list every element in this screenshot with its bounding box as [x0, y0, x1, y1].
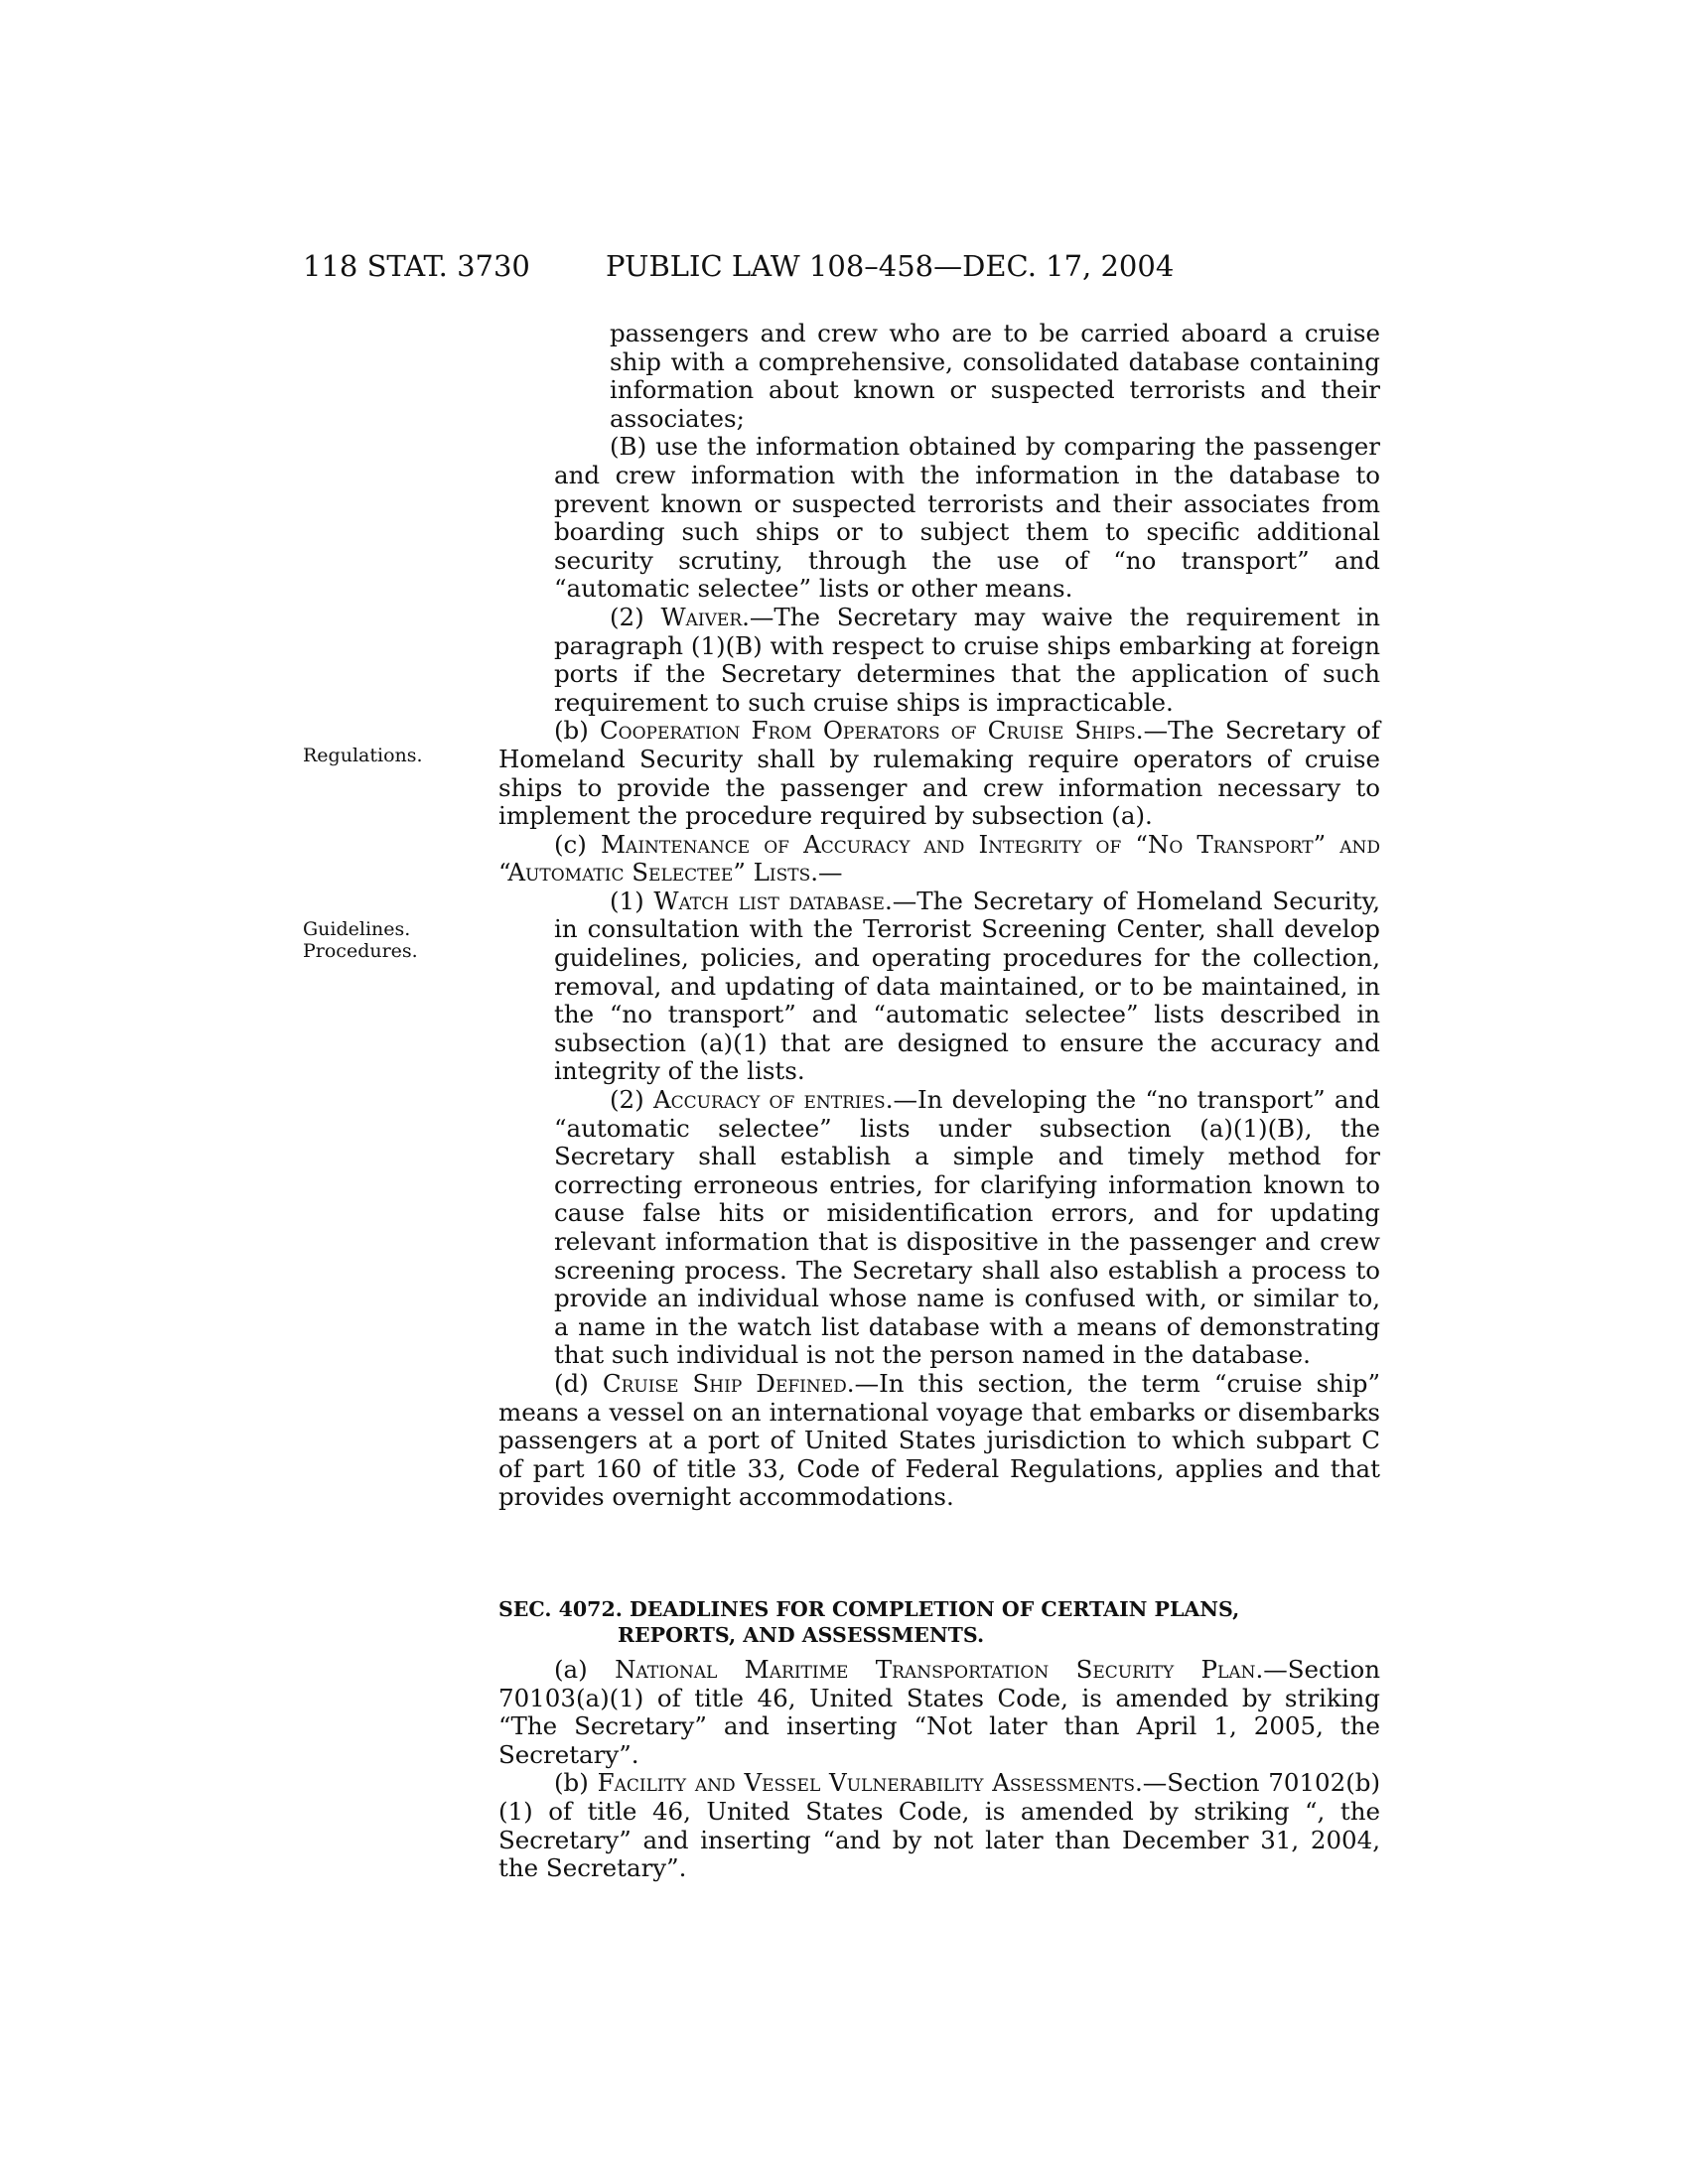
margin-note-guidelines: Guidelines. [303, 918, 411, 940]
public-law-title: PUBLIC LAW 108–458—DEC. 17, 2004 [606, 249, 1175, 283]
margin-note-procedures: Procedures. [303, 940, 418, 962]
section-heading-line1: SEC. 4072. DEADLINES FOR COMPLETION OF CERTAIN PLANS, [498, 1597, 1240, 1621]
paragraph-accuracy: (2) Accuracy of entries.—In developing the “no transport” and “automatic selectee” lists under subsection (a)(1)(B), the Secretary shall establish a simple and timely method for correcting erroneous entries, for clarifying information known to cause false hits or misidentification errors, and for updating relevant information that is dispositive in the passenger and crew screening process. The Secretary shall also establish a process to provide an individual whose name is confused with, or similar to, a name in the watch list database with a means of demonstrating that such individual is not the person named in the database. [554, 1085, 1380, 1370]
paragraph-cruise-ship-defined: (d) Cruise Ship Defined.—In this section, the term “cruise ship” means a vessel on an international voyage that embarks or disembarks passengers at a port of United States jurisdiction to which subpart C of part 160 of title 33, Code of Federal Regulations, applies and that provides overnight accommodations. [498, 1368, 1381, 1512]
section-heading-line2: REPORTS, AND ASSESSMENTS. [618, 1623, 985, 1647]
section-text [498, 1656, 1380, 1883]
paragraph-watch-list: (1) Watch list database.—The Secretary of Homeland Security, in consultation with the Terrorist Screening Center, shall develop guidelines, policies, and operating procedures for the collection, removal, and updating of data maintained, or to be maintained, in the “no transport” and “automatic selectee” lists described in subsection (a)(1) that are designed to ensure the accuracy and integrity of the lists. [554, 886, 1380, 1086]
margin-note-regulations: Regulations. [303, 745, 423, 766]
paragraph-a1b: (B) use the information obtained by comparing the passenger and crew information with the information in the database to prevent known or suspected terrorists and their associates from boarding such ships or to subject them to specific additional security scrutiny, through the use of “no transport” and “automatic selectee” lists or other means. [554, 432, 1380, 604]
stat-page-number: 118 STAT. 3730 [303, 249, 530, 283]
paragraph-maintenance: (c) Maintenance of Accuracy and Integrity of “No Transport” and “Automatic Selectee” Lists.— [498, 829, 1380, 887]
paragraph-continuation: passengers and crew who are to be carried aboard a cruise ship with a comprehensive, consolidated database containing information about known or suspected terrorists and their associates; [610, 319, 1380, 433]
paragraph-waiver: (2) Waiver.—The Secretary may waive the requirement in paragraph (1)(B) with respect to cruise ships embarking at foreign ports if the Secretary determines that the application of such requirement to such cruise ships is impracticable. [554, 602, 1380, 717]
paragraph-maritime-plan: (a) National Maritime Transportation Security Plan.—Section 70103(a)(1) of title 46, United States Code, is amended by striking “The Secretary” and inserting “Not later than April 1, 2005, the Secretary”. [498, 1655, 1380, 1769]
main-text [498, 320, 1380, 1512]
paragraph-cooperation: (b) Cooperation From Operators of Cruise Ships.—The Secretary of Homeland Security shall by rulemaking require operators of cruise ships to provide the passenger and crew information necessary to implement the procedure required by subsection (a). [498, 716, 1380, 831]
section-heading [498, 1596, 1380, 1648]
paragraph-vulnerability-assessments: (b) Facility and Vessel Vulnerability Assessments.—Section 70102(b)(1) of title 46, United States Code, is amended by striking “, the Secretary” and inserting “and by not later than December 31, 2004, the Secretary”. [498, 1768, 1381, 1883]
page-header [303, 246, 1375, 286]
